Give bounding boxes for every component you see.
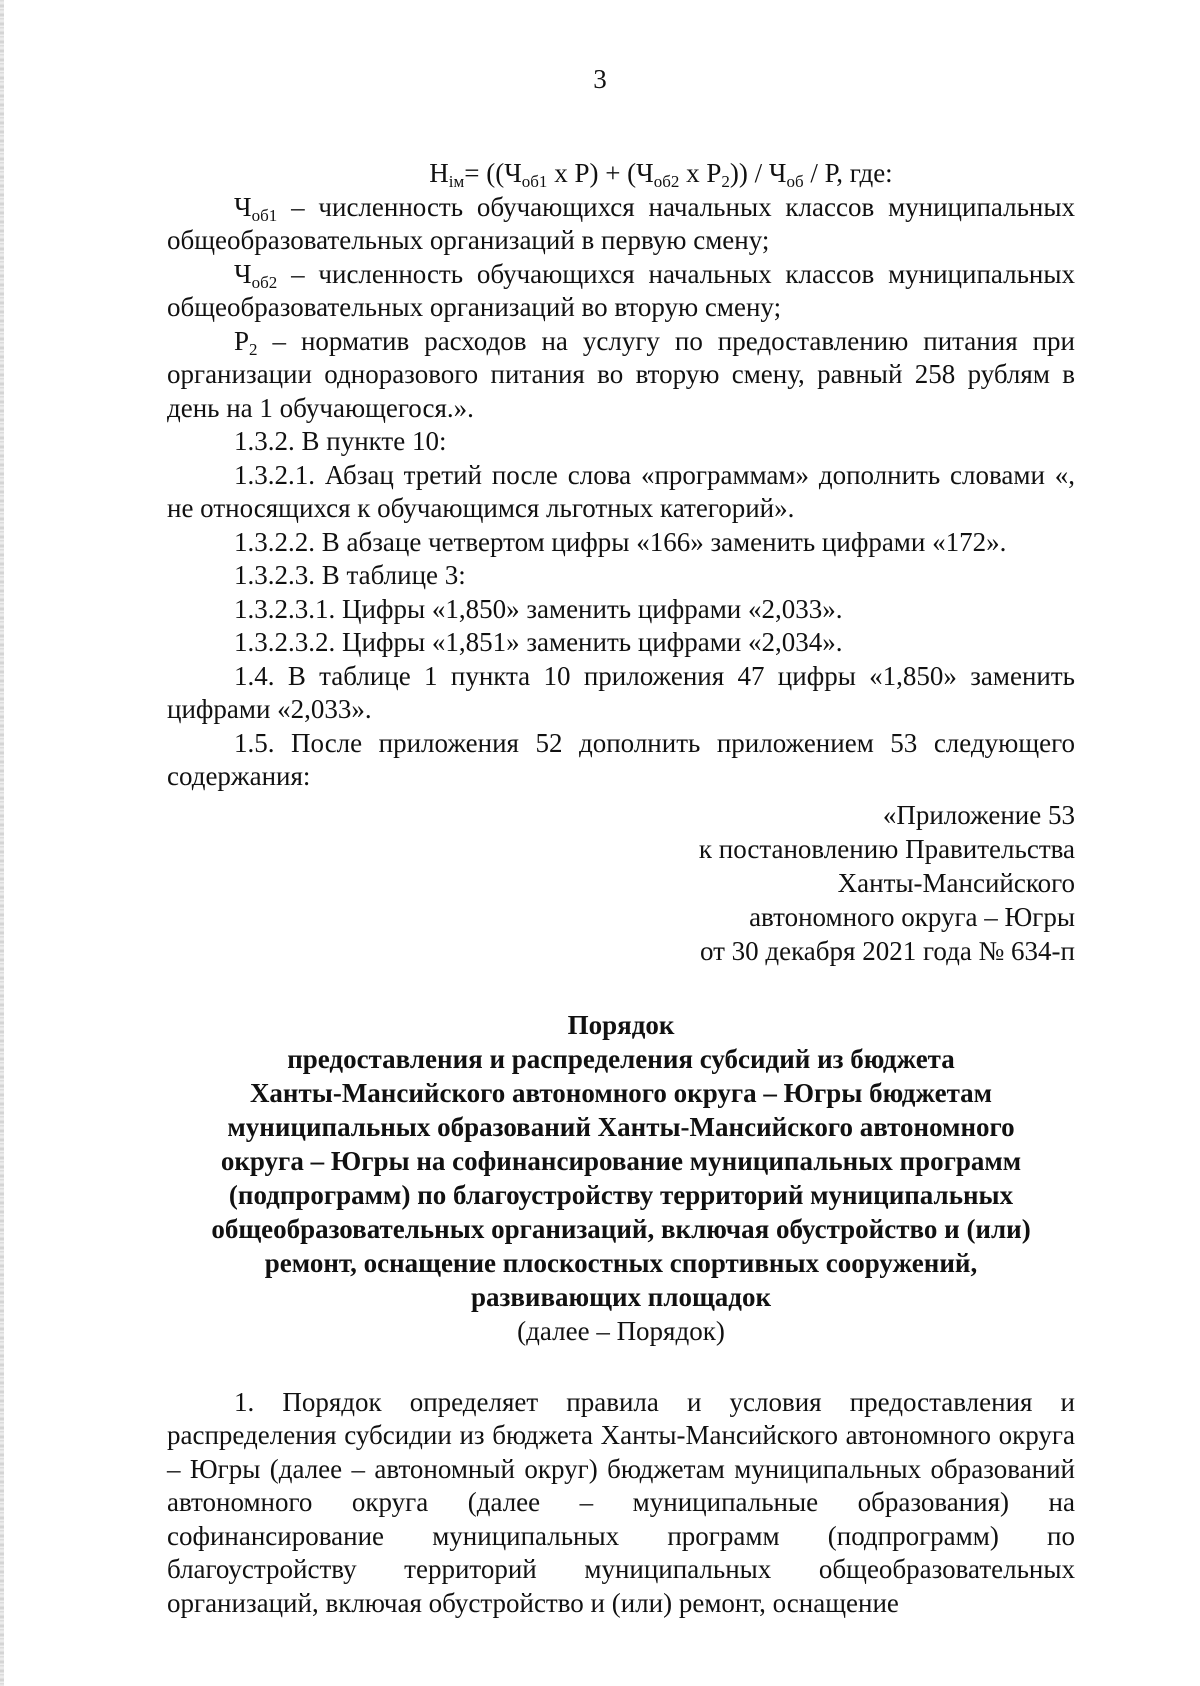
definition-subscript: об2 xyxy=(251,272,278,292)
document-body xyxy=(167,157,1075,1620)
scan-edge xyxy=(0,0,4,1686)
title-line: Порядок xyxy=(567,1009,675,1040)
formula-subscript: об2 xyxy=(653,172,680,191)
amendment-paragraph: 1.3.2.3. В таблице 3: xyxy=(234,560,466,590)
formula xyxy=(167,157,1075,191)
formula-subscript: об xyxy=(786,172,804,191)
title-line: округа – Югры на софинансирование муниципальных программ xyxy=(220,1145,1022,1176)
title-line: Ханты-Мансийского автономного округа – Югры бюджетам xyxy=(249,1077,993,1108)
attachment-line: автономного округа – Югры xyxy=(749,901,1075,932)
title-line: предоставления и распределения субсидий из бюджета xyxy=(287,1043,955,1074)
title-line: (подпрограмм) по благоустройству территорий муниципальных xyxy=(228,1179,1014,1210)
formula-text: / Р, где: xyxy=(803,158,893,188)
formula-text: = ((Ч xyxy=(464,158,522,188)
title-line: муниципальных образований Ханты-Мансийского автономного xyxy=(227,1111,1015,1142)
title-line: ремонт, оснащение плоскостных спортивных сооружений, xyxy=(264,1247,978,1278)
document-subtitle: (далее – Порядок) xyxy=(517,1315,725,1346)
definition-symbol: Ч xyxy=(234,258,252,289)
definition-paragraph xyxy=(167,191,1075,258)
definition-text: – численность обучающихся начальных классов муниципальных общеобразовательных организаций в первую смену; xyxy=(167,191,1075,255)
definition-text: – норматив расходов на услугу по предоставлению питания при организации одноразового питания во вторую смену, равный 258 рублям в день на 1 обучающегося.». xyxy=(167,325,1075,423)
amendment-paragraph: 1.3.2.1. Абзац третий после слова «программам» дополнить словами «, не относящихся к обучающимся льготных категорий». xyxy=(167,459,1075,523)
title-line: общеобразовательных организаций, включая обустройство и (или) xyxy=(211,1213,1031,1244)
title-line: развивающих площадок xyxy=(470,1281,772,1312)
definition-symbol: Р xyxy=(234,325,250,356)
attachment-header xyxy=(167,798,1075,968)
amendment-paragraph: 1.4. В таблице 1 пункта 10 приложения 47 цифры «1,850» заменить цифрами «2,033». xyxy=(167,660,1075,724)
formula-subscript: об1 xyxy=(521,172,548,191)
paragraph-1: 1. Порядок определяет правила и условия предоставления и распределения субсидии из бюджета Ханты-Мансийского автономного округа – Югры (далее – автономный округ) бюджетам муниципальных образований автономного округа (далее – муниципальные образования) на софинансирование муниципальных программ (подпрограмм) по благоустройству территорий муниципальных общеобразовательных организаций, включая обустройство и (или) ремонт, оснащение xyxy=(167,1386,1075,1618)
attachment-line: «Приложение 53 xyxy=(882,799,1075,830)
attachment-line: Ханты-Мансийского xyxy=(837,867,1075,898)
amendment-paragraph: 1.3.2. В пункте 10: xyxy=(234,426,447,456)
formula-subscript: 2 xyxy=(721,172,730,191)
definition-subscript: 2 xyxy=(249,339,258,359)
attachment-line: от 30 декабря 2021 года № 634-п xyxy=(699,935,1075,966)
document-title xyxy=(167,1008,1075,1314)
amendment-paragraph: 1.3.2.3.2. Цифры «1,851» заменить цифрами «2,034». xyxy=(234,627,843,657)
definition-symbol: Ч xyxy=(234,191,252,222)
formula-text: х Р) + (Ч xyxy=(547,158,654,188)
page-number: 3 xyxy=(593,64,607,94)
amendment-paragraph: 1.3.2.3.1. Цифры «1,850» заменить цифрами «2,033». xyxy=(234,593,843,624)
definition-text: – численность обучающихся начальных классов муниципальных общеобразовательных организаций во вторую смену; xyxy=(167,258,1075,322)
formula-subscript: iм xyxy=(448,172,465,191)
formula-text: х Р xyxy=(679,158,722,188)
formula-text: )) / Ч xyxy=(729,158,787,188)
amendment-paragraph: 1.5. После приложения 52 дополнить приложением 53 следующего содержания: xyxy=(167,727,1075,791)
attachment-line: к постановлению Правительства xyxy=(698,833,1075,864)
definition-paragraph xyxy=(167,258,1075,325)
amendment-paragraph: 1.3.2.2. В абзаце четвертом цифры «166» заменить цифрами «172». xyxy=(234,526,1007,557)
formula-symbol: Н xyxy=(429,158,449,188)
definition-paragraph xyxy=(167,325,1075,426)
definition-subscript: об1 xyxy=(251,205,278,225)
